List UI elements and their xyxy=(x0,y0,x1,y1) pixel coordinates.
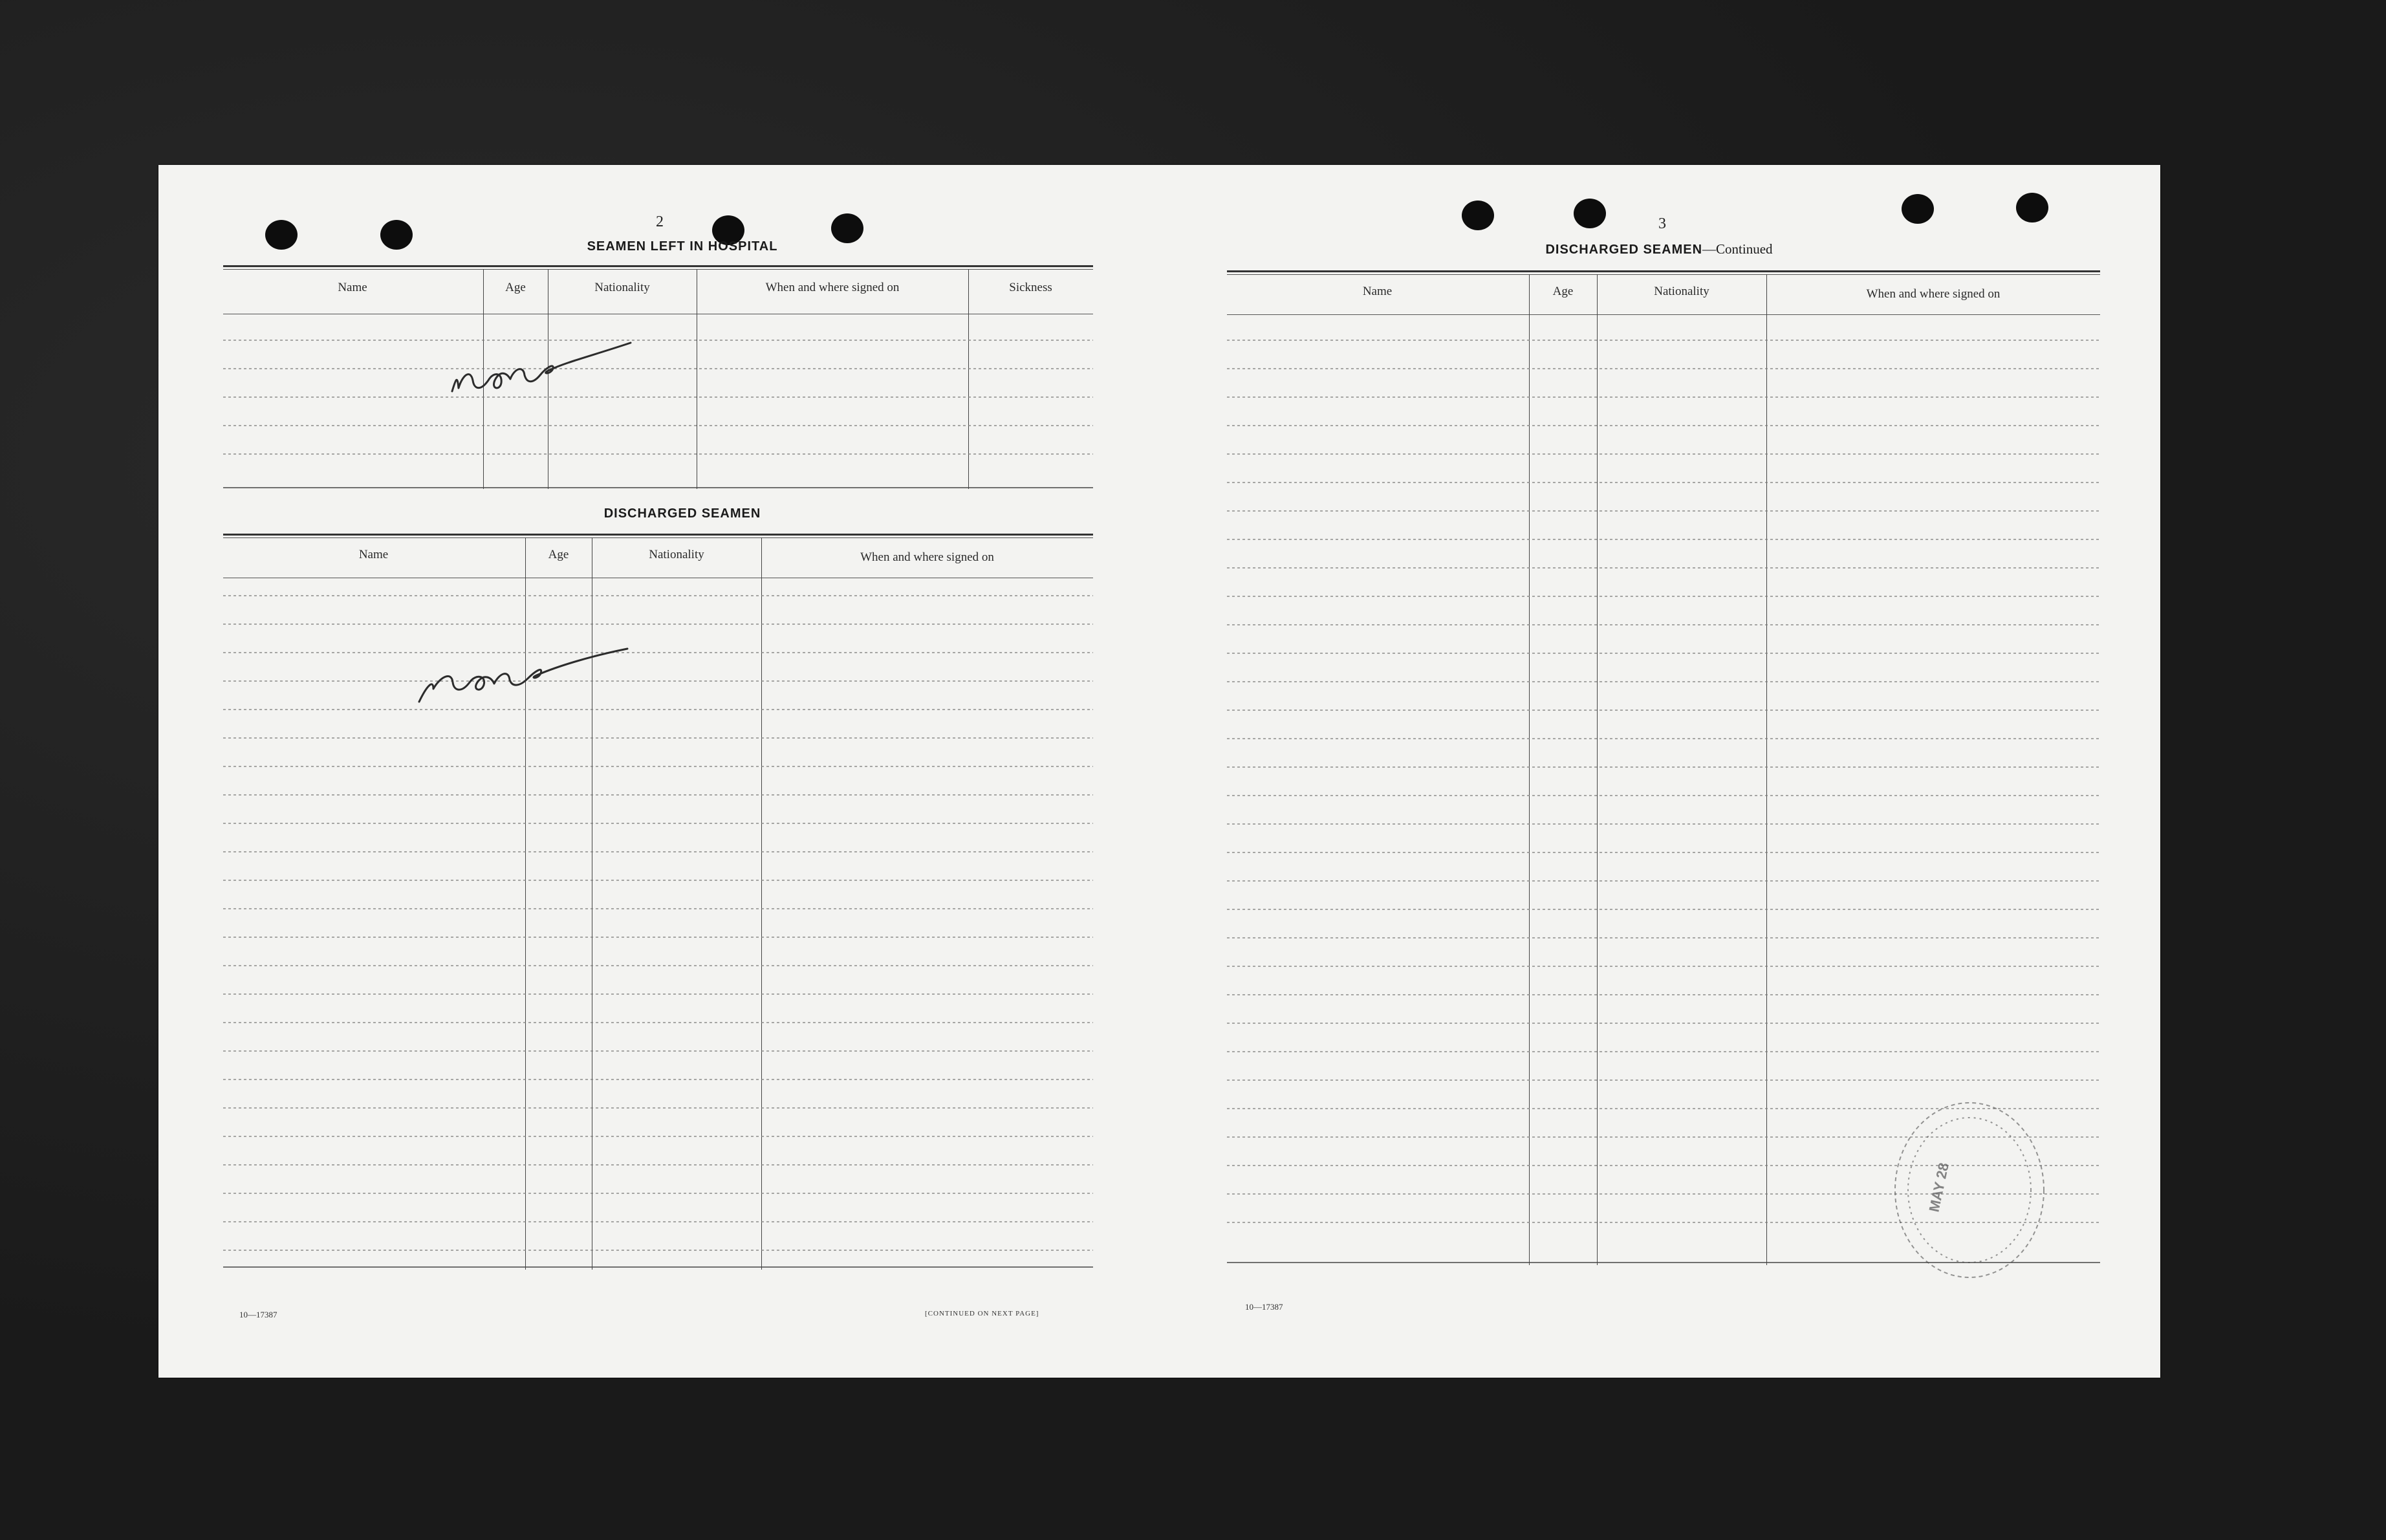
discharged-ruled-lines-left xyxy=(223,580,1093,1271)
punch-hole-icon xyxy=(1462,201,1494,230)
continued-on-next-page-note: [CONTINUED ON NEXT PAGE] xyxy=(925,1310,1039,1318)
punch-hole-icon xyxy=(1574,199,1606,228)
right-col-name: Name xyxy=(1362,285,1393,298)
punch-hole-icon xyxy=(2016,193,2048,222)
document-sheet xyxy=(158,165,2160,1378)
discharged-col-age: Age xyxy=(548,548,569,561)
hospital-handwritten-none xyxy=(443,330,650,420)
discharged-col-name: Name xyxy=(358,548,389,561)
punch-hole-icon xyxy=(265,220,298,250)
hospital-ruled-lines xyxy=(223,317,1093,490)
date-stamp-seal xyxy=(1885,1093,2054,1287)
right-col-age: Age xyxy=(1552,285,1574,298)
hospital-table xyxy=(223,265,1093,492)
hospital-col-signed-on: When and where signed on xyxy=(765,281,900,294)
right-section-title-suffix: —Continued xyxy=(1702,241,1773,257)
hospital-section-title: SEAMEN LEFT IN HOSPITAL xyxy=(587,239,778,254)
right-page-number: 3 xyxy=(1658,215,1666,232)
stamp-date-text: MAY 28 xyxy=(1925,1161,1952,1214)
discharged-col-nationality: Nationality xyxy=(649,548,704,561)
left-page-number: 2 xyxy=(656,213,664,230)
discharged-handwritten-none xyxy=(414,618,634,715)
punch-hole-icon xyxy=(1902,194,1934,224)
left-form-number: 10—17387 xyxy=(239,1310,277,1319)
right-section-title-main: DISCHARGED SEAMEN xyxy=(1545,243,1703,257)
hospital-col-nationality: Nationality xyxy=(594,281,650,294)
discharged-section-title: DISCHARGED SEAMEN xyxy=(603,506,761,521)
right-section-title xyxy=(1316,241,2002,257)
right-col-nationality: Nationality xyxy=(1654,285,1709,298)
discharged-table-left xyxy=(223,534,1093,1271)
hospital-col-name: Name xyxy=(338,281,367,294)
hospital-col-age: Age xyxy=(505,281,526,294)
discharged-col-signed-on: When and where signed on xyxy=(860,550,994,564)
hospital-col-sickness: Sickness xyxy=(1009,281,1052,294)
right-col-signed-on: When and where signed on xyxy=(1866,287,2001,301)
right-form-number: 10—17387 xyxy=(1245,1302,1283,1312)
